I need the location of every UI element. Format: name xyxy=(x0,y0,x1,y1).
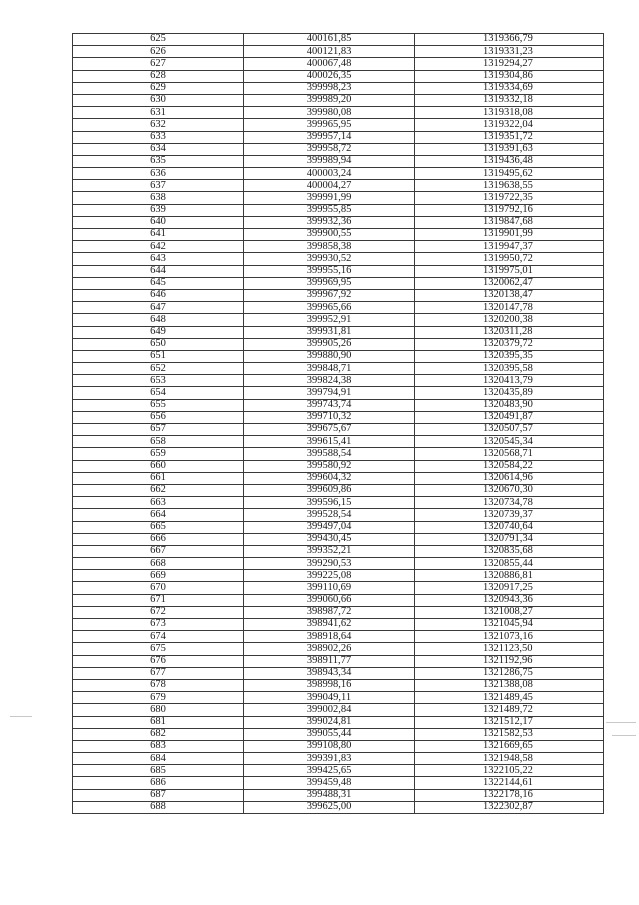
table-row xyxy=(73,265,604,277)
point-number-cell: 679 xyxy=(73,692,244,704)
x-coordinate-cell: 399108,80 xyxy=(244,740,415,752)
point-number-cell: 655 xyxy=(73,399,244,411)
table-row xyxy=(73,619,604,631)
table-row xyxy=(73,326,604,338)
table-row xyxy=(73,34,604,46)
point-number-cell: 640 xyxy=(73,216,244,228)
y-coordinate-cell: 1319294,27 xyxy=(415,58,604,70)
x-coordinate-cell: 399932,36 xyxy=(244,216,415,228)
y-coordinate-cell: 1320395,58 xyxy=(415,363,604,375)
table-row xyxy=(73,180,604,192)
x-coordinate-cell: 399848,71 xyxy=(244,363,415,375)
point-number-cell: 633 xyxy=(73,131,244,143)
x-coordinate-cell: 399965,66 xyxy=(244,302,415,314)
y-coordinate-cell: 1319847,68 xyxy=(415,216,604,228)
x-coordinate-cell: 399060,66 xyxy=(244,594,415,606)
x-coordinate-cell: 399989,94 xyxy=(244,155,415,167)
table-row xyxy=(73,570,604,582)
x-coordinate-cell: 399955,16 xyxy=(244,265,415,277)
x-coordinate-cell: 399459,48 xyxy=(244,777,415,789)
point-number-cell: 664 xyxy=(73,509,244,521)
x-coordinate-cell: 399425,65 xyxy=(244,765,415,777)
point-number-cell: 665 xyxy=(73,521,244,533)
point-number-cell: 630 xyxy=(73,94,244,106)
y-coordinate-cell: 1319975,01 xyxy=(415,265,604,277)
table-row xyxy=(73,728,604,740)
y-coordinate-cell: 1321388,08 xyxy=(415,679,604,691)
y-coordinate-cell: 1319366,79 xyxy=(415,34,604,46)
x-coordinate-cell: 399615,41 xyxy=(244,436,415,448)
y-coordinate-cell: 1320200,38 xyxy=(415,314,604,326)
y-coordinate-cell: 1319638,55 xyxy=(415,180,604,192)
point-number-cell: 647 xyxy=(73,302,244,314)
x-coordinate-cell: 399391,83 xyxy=(244,753,415,765)
x-coordinate-cell: 398941,62 xyxy=(244,619,415,631)
table-row xyxy=(73,289,604,301)
x-coordinate-cell: 398911,77 xyxy=(244,655,415,667)
y-coordinate-cell: 1320311,28 xyxy=(415,326,604,338)
y-coordinate-cell: 1319322,04 xyxy=(415,119,604,131)
x-coordinate-cell: 399991,99 xyxy=(244,192,415,204)
coordinates-table-body xyxy=(73,34,604,814)
table-row xyxy=(73,277,604,289)
point-number-cell: 631 xyxy=(73,107,244,119)
point-number-cell: 644 xyxy=(73,265,244,277)
point-number-cell: 642 xyxy=(73,241,244,253)
x-coordinate-cell: 398998,16 xyxy=(244,679,415,691)
table-row xyxy=(73,740,604,752)
point-number-cell: 674 xyxy=(73,631,244,643)
x-coordinate-cell: 398943,34 xyxy=(244,667,415,679)
x-coordinate-cell: 399955,85 xyxy=(244,204,415,216)
x-coordinate-cell: 399824,38 xyxy=(244,375,415,387)
point-number-cell: 661 xyxy=(73,472,244,484)
x-coordinate-cell: 399488,31 xyxy=(244,789,415,801)
y-coordinate-cell: 1319304,86 xyxy=(415,70,604,82)
y-coordinate-cell: 1320435,89 xyxy=(415,387,604,399)
y-coordinate-cell: 1321286,75 xyxy=(415,667,604,679)
x-coordinate-cell: 399794,91 xyxy=(244,387,415,399)
point-number-cell: 686 xyxy=(73,777,244,789)
x-coordinate-cell: 400161,85 xyxy=(244,34,415,46)
x-coordinate-cell: 398902,26 xyxy=(244,643,415,655)
y-coordinate-cell: 1319950,72 xyxy=(415,253,604,265)
y-coordinate-cell: 1319331,23 xyxy=(415,46,604,58)
point-number-cell: 651 xyxy=(73,350,244,362)
x-coordinate-cell: 399596,15 xyxy=(244,497,415,509)
scan-artifact-left xyxy=(10,716,32,717)
point-number-cell: 641 xyxy=(73,229,244,241)
table-row xyxy=(73,545,604,557)
point-number-cell: 670 xyxy=(73,582,244,594)
y-coordinate-cell: 1320886,81 xyxy=(415,570,604,582)
x-coordinate-cell: 399430,45 xyxy=(244,533,415,545)
y-coordinate-cell: 1319351,72 xyxy=(415,131,604,143)
y-coordinate-cell: 1321669,65 xyxy=(415,740,604,752)
y-coordinate-cell: 1321073,16 xyxy=(415,631,604,643)
point-number-cell: 650 xyxy=(73,338,244,350)
point-number-cell: 667 xyxy=(73,545,244,557)
y-coordinate-cell: 1320835,68 xyxy=(415,545,604,557)
x-coordinate-cell: 399110,69 xyxy=(244,582,415,594)
y-coordinate-cell: 1320568,71 xyxy=(415,448,604,460)
point-number-cell: 629 xyxy=(73,82,244,94)
point-number-cell: 677 xyxy=(73,667,244,679)
y-coordinate-cell: 1319722,35 xyxy=(415,192,604,204)
y-coordinate-cell: 1319332,18 xyxy=(415,94,604,106)
table-row xyxy=(73,241,604,253)
x-coordinate-cell: 399049,11 xyxy=(244,692,415,704)
table-row xyxy=(73,777,604,789)
y-coordinate-cell: 1320855,44 xyxy=(415,558,604,570)
x-coordinate-cell: 400026,35 xyxy=(244,70,415,82)
table-row xyxy=(73,58,604,70)
x-coordinate-cell: 399710,32 xyxy=(244,411,415,423)
point-number-cell: 662 xyxy=(73,484,244,496)
scan-artifact-right xyxy=(606,722,636,723)
x-coordinate-cell: 399604,32 xyxy=(244,472,415,484)
y-coordinate-cell: 1320413,79 xyxy=(415,375,604,387)
table-row xyxy=(73,387,604,399)
table-row xyxy=(73,484,604,496)
table-row xyxy=(73,765,604,777)
y-coordinate-cell: 1319391,63 xyxy=(415,143,604,155)
y-coordinate-cell: 1320395,35 xyxy=(415,350,604,362)
point-number-cell: 668 xyxy=(73,558,244,570)
table-row xyxy=(73,436,604,448)
scan-artifact-right xyxy=(612,735,636,736)
table-row xyxy=(73,350,604,362)
table-row xyxy=(73,192,604,204)
point-number-cell: 634 xyxy=(73,143,244,155)
x-coordinate-cell: 400004,27 xyxy=(244,180,415,192)
x-coordinate-cell: 399528,54 xyxy=(244,509,415,521)
point-number-cell: 682 xyxy=(73,728,244,740)
table-row xyxy=(73,302,604,314)
y-coordinate-cell: 1320734,78 xyxy=(415,497,604,509)
table-row xyxy=(73,229,604,241)
y-coordinate-cell: 1320614,96 xyxy=(415,472,604,484)
table-row xyxy=(73,606,604,618)
point-number-cell: 658 xyxy=(73,436,244,448)
point-number-cell: 653 xyxy=(73,375,244,387)
table-row xyxy=(73,509,604,521)
x-coordinate-cell: 399580,92 xyxy=(244,460,415,472)
y-coordinate-cell: 1320943,36 xyxy=(415,594,604,606)
table-row xyxy=(73,533,604,545)
table-row xyxy=(73,655,604,667)
x-coordinate-cell: 399905,26 xyxy=(244,338,415,350)
table-row xyxy=(73,399,604,411)
table-row xyxy=(73,375,604,387)
y-coordinate-cell: 1320147,78 xyxy=(415,302,604,314)
table-row xyxy=(73,497,604,509)
y-coordinate-cell: 1320491,87 xyxy=(415,411,604,423)
point-number-cell: 672 xyxy=(73,606,244,618)
point-number-cell: 656 xyxy=(73,411,244,423)
y-coordinate-cell: 1319947,37 xyxy=(415,241,604,253)
x-coordinate-cell: 399002,84 xyxy=(244,704,415,716)
y-coordinate-cell: 1321123,50 xyxy=(415,643,604,655)
table-row xyxy=(73,107,604,119)
point-number-cell: 654 xyxy=(73,387,244,399)
x-coordinate-cell: 399497,04 xyxy=(244,521,415,533)
y-coordinate-cell: 1321948,58 xyxy=(415,753,604,765)
point-number-cell: 649 xyxy=(73,326,244,338)
table-row xyxy=(73,679,604,691)
x-coordinate-cell: 398918,64 xyxy=(244,631,415,643)
x-coordinate-cell: 399290,53 xyxy=(244,558,415,570)
y-coordinate-cell: 1321512,17 xyxy=(415,716,604,728)
y-coordinate-cell: 1319901,99 xyxy=(415,229,604,241)
y-coordinate-cell: 1321489,45 xyxy=(415,692,604,704)
x-coordinate-cell: 399743,74 xyxy=(244,399,415,411)
table-row xyxy=(73,753,604,765)
x-coordinate-cell: 399024,81 xyxy=(244,716,415,728)
x-coordinate-cell: 399858,38 xyxy=(244,241,415,253)
y-coordinate-cell: 1322302,87 xyxy=(415,801,604,813)
point-number-cell: 648 xyxy=(73,314,244,326)
point-number-cell: 645 xyxy=(73,277,244,289)
x-coordinate-cell: 399900,55 xyxy=(244,229,415,241)
point-number-cell: 673 xyxy=(73,619,244,631)
x-coordinate-cell: 399352,21 xyxy=(244,545,415,557)
table-row xyxy=(73,716,604,728)
x-coordinate-cell: 399675,67 xyxy=(244,424,415,436)
y-coordinate-cell: 1320791,34 xyxy=(415,533,604,545)
y-coordinate-cell: 1320739,37 xyxy=(415,509,604,521)
table-row xyxy=(73,204,604,216)
x-coordinate-cell: 399965,95 xyxy=(244,119,415,131)
y-coordinate-cell: 1321192,96 xyxy=(415,655,604,667)
y-coordinate-cell: 1320138,47 xyxy=(415,289,604,301)
point-number-cell: 663 xyxy=(73,497,244,509)
coordinates-table xyxy=(72,33,604,814)
point-number-cell: 652 xyxy=(73,363,244,375)
y-coordinate-cell: 1322144,61 xyxy=(415,777,604,789)
table-row xyxy=(73,131,604,143)
point-number-cell: 687 xyxy=(73,789,244,801)
x-coordinate-cell: 399967,92 xyxy=(244,289,415,301)
point-number-cell: 683 xyxy=(73,740,244,752)
y-coordinate-cell: 1322105,22 xyxy=(415,765,604,777)
table-row xyxy=(73,338,604,350)
y-coordinate-cell: 1321008,27 xyxy=(415,606,604,618)
point-number-cell: 684 xyxy=(73,753,244,765)
x-coordinate-cell: 399980,08 xyxy=(244,107,415,119)
table-row xyxy=(73,168,604,180)
y-coordinate-cell: 1320545,34 xyxy=(415,436,604,448)
point-number-cell: 632 xyxy=(73,119,244,131)
table-row xyxy=(73,631,604,643)
table-row xyxy=(73,643,604,655)
x-coordinate-cell: 400067,48 xyxy=(244,58,415,70)
y-coordinate-cell: 1319792,16 xyxy=(415,204,604,216)
table-row xyxy=(73,594,604,606)
x-coordinate-cell: 398987,72 xyxy=(244,606,415,618)
table-row xyxy=(73,314,604,326)
table-row xyxy=(73,558,604,570)
x-coordinate-cell: 399952,91 xyxy=(244,314,415,326)
y-coordinate-cell: 1319495,62 xyxy=(415,168,604,180)
point-number-cell: 643 xyxy=(73,253,244,265)
table-row xyxy=(73,460,604,472)
point-number-cell: 659 xyxy=(73,448,244,460)
table-row xyxy=(73,253,604,265)
x-coordinate-cell: 399880,90 xyxy=(244,350,415,362)
y-coordinate-cell: 1320507,57 xyxy=(415,424,604,436)
x-coordinate-cell: 400121,83 xyxy=(244,46,415,58)
point-number-cell: 666 xyxy=(73,533,244,545)
point-number-cell: 688 xyxy=(73,801,244,813)
point-number-cell: 637 xyxy=(73,180,244,192)
point-number-cell: 676 xyxy=(73,655,244,667)
table-row xyxy=(73,119,604,131)
y-coordinate-cell: 1321045,94 xyxy=(415,619,604,631)
y-coordinate-cell: 1320917,25 xyxy=(415,582,604,594)
y-coordinate-cell: 1320670,30 xyxy=(415,484,604,496)
table-row xyxy=(73,704,604,716)
point-number-cell: 685 xyxy=(73,765,244,777)
point-number-cell: 639 xyxy=(73,204,244,216)
x-coordinate-cell: 399625,00 xyxy=(244,801,415,813)
point-number-cell: 660 xyxy=(73,460,244,472)
y-coordinate-cell: 1321582,53 xyxy=(415,728,604,740)
x-coordinate-cell: 399989,20 xyxy=(244,94,415,106)
table-row xyxy=(73,94,604,106)
y-coordinate-cell: 1319318,08 xyxy=(415,107,604,119)
table-row xyxy=(73,82,604,94)
point-number-cell: 636 xyxy=(73,168,244,180)
table-row xyxy=(73,789,604,801)
point-number-cell: 657 xyxy=(73,424,244,436)
x-coordinate-cell: 399588,54 xyxy=(244,448,415,460)
point-number-cell: 628 xyxy=(73,70,244,82)
point-number-cell: 678 xyxy=(73,679,244,691)
table-row xyxy=(73,692,604,704)
x-coordinate-cell: 399958,72 xyxy=(244,143,415,155)
point-number-cell: 669 xyxy=(73,570,244,582)
table-row xyxy=(73,521,604,533)
point-number-cell: 625 xyxy=(73,34,244,46)
point-number-cell: 671 xyxy=(73,594,244,606)
y-coordinate-cell: 1320740,64 xyxy=(415,521,604,533)
table-row xyxy=(73,70,604,82)
x-coordinate-cell: 399998,23 xyxy=(244,82,415,94)
table-row xyxy=(73,143,604,155)
table-row xyxy=(73,363,604,375)
point-number-cell: 638 xyxy=(73,192,244,204)
y-coordinate-cell: 1320483,90 xyxy=(415,399,604,411)
table-row xyxy=(73,216,604,228)
y-coordinate-cell: 1320062,47 xyxy=(415,277,604,289)
table-row xyxy=(73,424,604,436)
x-coordinate-cell: 399609,86 xyxy=(244,484,415,496)
point-number-cell: 675 xyxy=(73,643,244,655)
table-row xyxy=(73,46,604,58)
x-coordinate-cell: 399969,95 xyxy=(244,277,415,289)
y-coordinate-cell: 1320379,72 xyxy=(415,338,604,350)
point-number-cell: 680 xyxy=(73,704,244,716)
x-coordinate-cell: 399055,44 xyxy=(244,728,415,740)
table-row xyxy=(73,155,604,167)
table-row xyxy=(73,667,604,679)
point-number-cell: 627 xyxy=(73,58,244,70)
table-row xyxy=(73,582,604,594)
y-coordinate-cell: 1319334,69 xyxy=(415,82,604,94)
x-coordinate-cell: 399930,52 xyxy=(244,253,415,265)
x-coordinate-cell: 400003,24 xyxy=(244,168,415,180)
table-row xyxy=(73,801,604,813)
x-coordinate-cell: 399957,14 xyxy=(244,131,415,143)
table-row xyxy=(73,411,604,423)
point-number-cell: 635 xyxy=(73,155,244,167)
table-row xyxy=(73,472,604,484)
point-number-cell: 626 xyxy=(73,46,244,58)
y-coordinate-cell: 1321489,72 xyxy=(415,704,604,716)
point-number-cell: 681 xyxy=(73,716,244,728)
y-coordinate-cell: 1319436,48 xyxy=(415,155,604,167)
y-coordinate-cell: 1322178,16 xyxy=(415,789,604,801)
x-coordinate-cell: 399931,81 xyxy=(244,326,415,338)
point-number-cell: 646 xyxy=(73,289,244,301)
x-coordinate-cell: 399225,08 xyxy=(244,570,415,582)
y-coordinate-cell: 1320584,22 xyxy=(415,460,604,472)
table-row xyxy=(73,448,604,460)
